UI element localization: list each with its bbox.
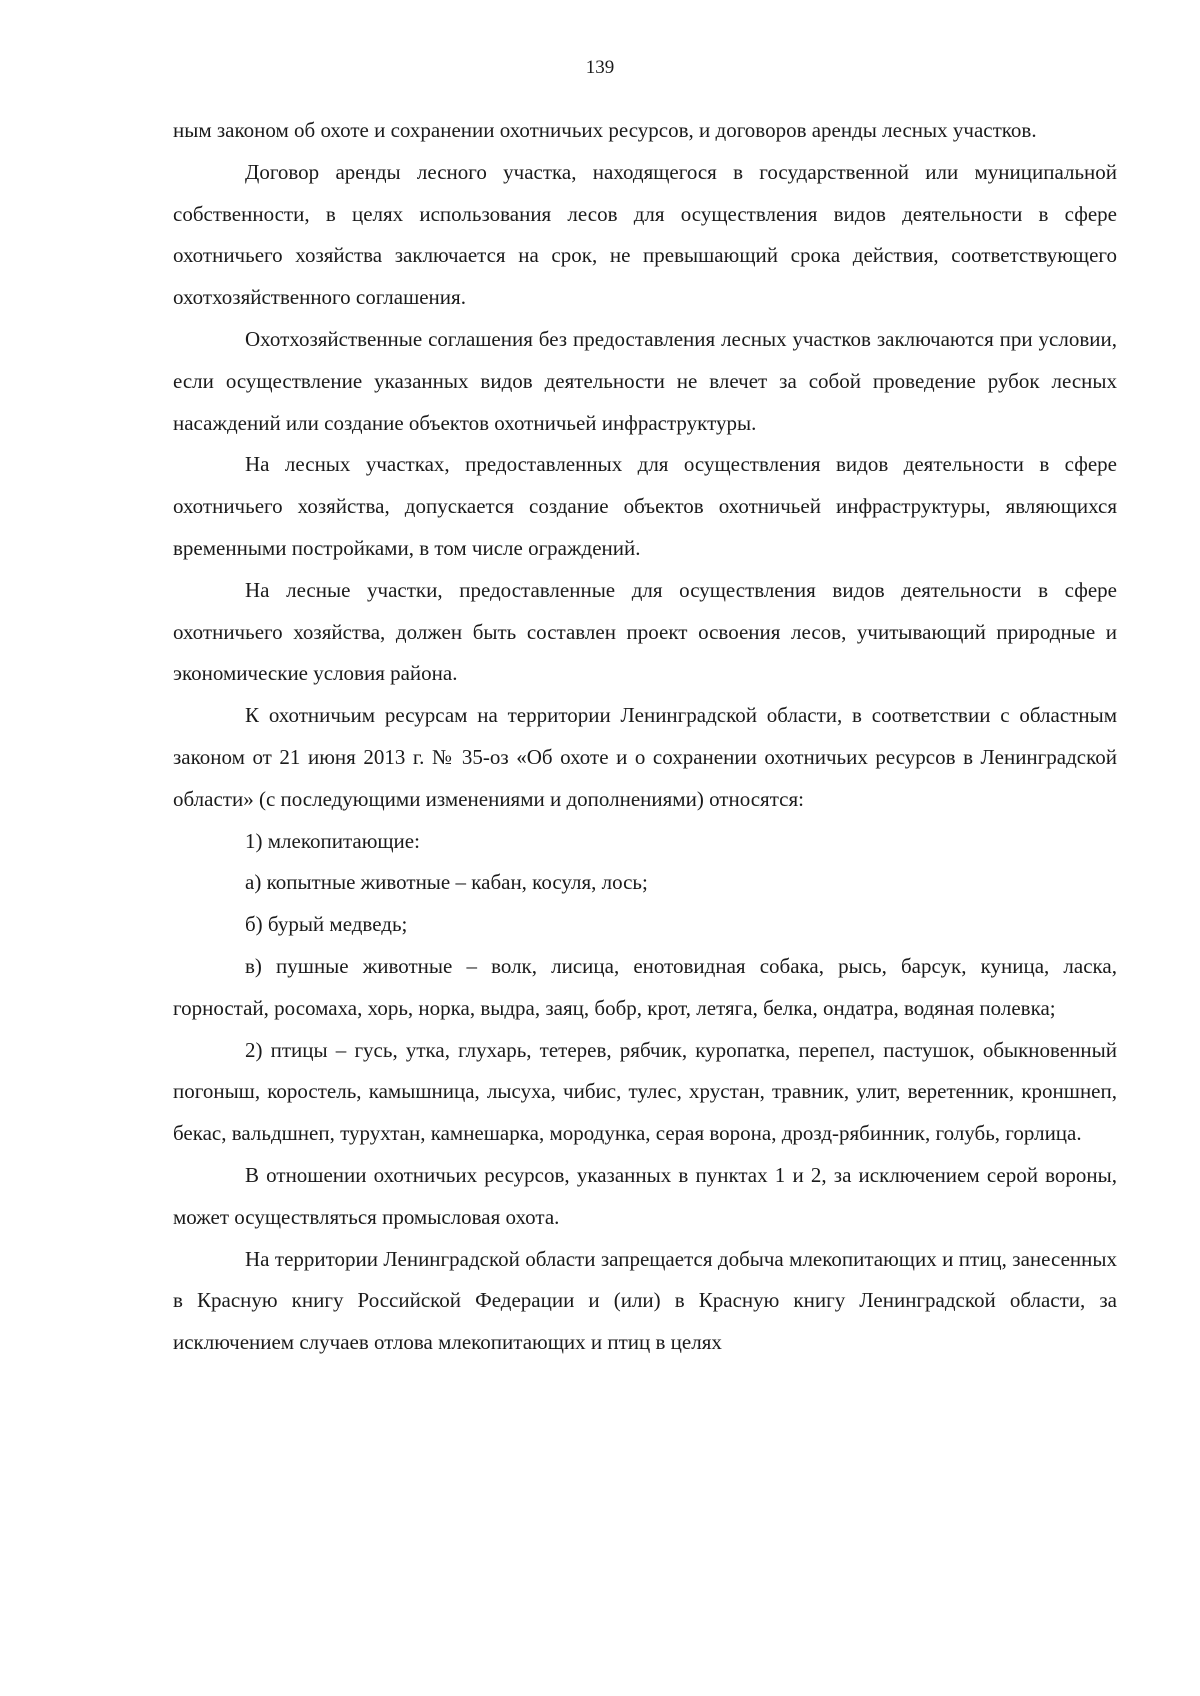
paragraph: На территории Ленинградской области запрещается добыча млекопитающих и птиц, занесенных в Красную книгу Российской Федерации и (или) в Красную книгу Ленинградской области, за исключением случаев отлова млекопитающих и птиц в целях xyxy=(173,1246,1117,1355)
paragraph: На лесные участки, предоставленные для осуществления видов деятельности в сфере охотничьего хозяйства, должен быть составлен проект освоения лесов, учитывающий природные и экономические условия района. xyxy=(173,577,1117,686)
paragraph: Договор аренды лесного участка, находящегося в государственной или муниципальной собственности, в целях использования лесов для осуществления видов деятельности в сфере охотничьего хозяйства заключается на срок, не превышающий срока действия, соответствующего охотхозяйственного соглашения. xyxy=(173,159,1117,310)
page-number: 139 xyxy=(585,57,615,78)
paragraph: в) пушные животные – волк, лисица, енотовидная собака, рысь, барсук, куница, ласка, горностай, росомаха, хорь, норка, выдра, заяц, бобр, крот, летяга, белка, ондатра, водяная полевка; xyxy=(173,953,1117,1020)
paragraph: б) бурый медведь; xyxy=(245,912,408,937)
paragraph: ным законом об охоте и сохранении охотничьих ресурсов, и договоров аренды лесных участков. xyxy=(173,118,1037,142)
paragraph: 1) млекопитающие: xyxy=(245,828,420,853)
paragraph: а) копытные животные – кабан, косуля, лось; xyxy=(245,870,648,895)
paragraph: Охотхозяйственные соглашения без предоставления лесных участков заключаются при условии, если осуществление указанных видов деятельности не влечет за собой проведение рубок лесных насаждений или создание объектов охотничьей инфраструктуры. xyxy=(173,326,1117,435)
paragraph: В отношении охотничьих ресурсов, указанных в пунктах 1 и 2, за исключением серой вороны, может осуществляться промысловая охота. xyxy=(173,1162,1117,1229)
paragraph: 2) птицы – гусь, утка, глухарь, тетерев, рябчик, куропатка, перепел, пастушок, обыкновенный погоныш, коростель, камышница, лысуха, чибис, тулес, хрустан, травник, улит, веретенник, кроншнеп, бекас, вальдшнеп, турухтан, камнешарка, мородунка, серая ворона, дрозд-рябинник, голубь, горлица. xyxy=(173,1037,1117,1146)
document-body xyxy=(173,110,1117,1364)
paragraph: На лесных участках, предоставленных для осуществления видов деятельности в сфере охотничьего хозяйства, допускается создание объектов охотничьей инфраструктуры, являющихся временными постройками, в том числе ограждений. xyxy=(173,452,1117,560)
paragraph: К охотничьим ресурсам на территории Ленинградской области, в соответствии с областным законом от 21 июня 2013 г. № 35-оз «Об охоте и о сохранении охотничьих ресурсов в Ленинградской области» (с последующими изменениями и дополнениями) относятся: xyxy=(173,703,1117,811)
